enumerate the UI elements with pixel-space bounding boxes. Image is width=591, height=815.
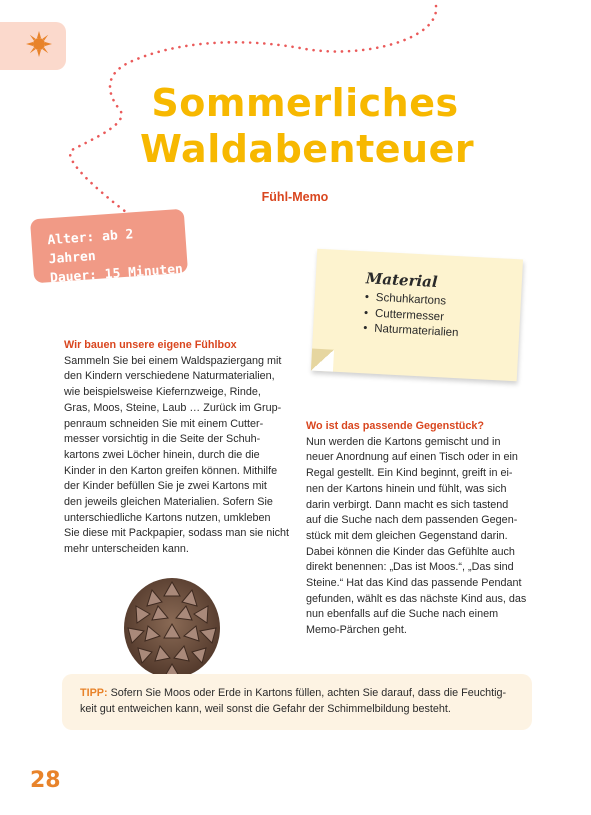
paragraph-line: unterschiedliche Kartons nutzen, umkleben [64, 511, 271, 524]
note-fold [311, 349, 334, 372]
paragraph-line: mehr unterscheiden kann. [64, 543, 189, 556]
paragraph-line: stück mit dem gleichen Gegenstand darin. [306, 529, 508, 542]
title-line-2: Waldabenteuer [140, 127, 475, 171]
section-gegenstueck [306, 419, 536, 639]
page-number: 28 [30, 768, 61, 793]
paragraph-line: Memo-Pärchen geht. [306, 624, 407, 637]
paragraph-line: nen der Kartons hinein und fühlt, was sich [306, 482, 507, 495]
paragraph-line: nun ebenfalls auf die Suche nach einem [306, 608, 499, 621]
age-text: Alter: ab 2 Jahren [46, 227, 134, 268]
paragraph-line: Steine.“ Hat das Kind das passende Pendant [306, 577, 522, 590]
paragraph-line: Dabei können die Kinder das Gefühlte auch [306, 545, 515, 558]
title-line-1: Sommerliches [151, 81, 459, 125]
paragraph-line: neuer Anordnung auf einen Tisch oder in ein [306, 451, 518, 464]
duration-text: Dauer: 15 Minuten [49, 261, 184, 287]
paragraph-line: direkt benennen: „Das ist Moos.“, „Das sind [306, 561, 514, 574]
paragraph-line: den jeweils gleichen Materialien. Sofern Sie [64, 496, 273, 509]
pinecone-illustration [118, 570, 226, 682]
tip-text: Sofern Sie Moos oder Erde in Kartons füllen, achten Sie darauf, dass die Feuchtig- [110, 687, 507, 699]
page-subtitle: Fühl-Memo [261, 190, 329, 204]
paragraph-line: den Kindern verschiedene Naturmaterialien, [64, 370, 275, 383]
tip-box [62, 674, 532, 730]
age-duration-badge [30, 209, 188, 287]
material-note [311, 249, 523, 382]
paragraph-line: auf die Suche nach dem passenden Gegen- [306, 514, 518, 527]
paragraph-line: Gras, Moos, Steine, Laub … Zurück im Grup- [64, 401, 282, 414]
paragraph-line: Sammeln Sie bei einem Waldspaziergang mit [64, 354, 282, 367]
material-item: • Naturmaterialien [363, 321, 520, 345]
paragraph-line: Kinder in den Karton greifen können. Mithilfe [64, 464, 278, 477]
tip-label: TIPP: [80, 687, 108, 699]
paragraph-line: Sie diese mit Packpapier, sodass man sie nicht [64, 527, 290, 540]
material-list [363, 290, 521, 345]
material-item: • Schuhkartons [364, 290, 521, 314]
paragraph-line: kartons zwei Löcher hinein, durch die die [64, 448, 260, 461]
section-heading: Wir bauen unsere eigene Fühlbox [64, 339, 237, 351]
paragraph-line: der Kinder befüllen Sie je zwei Kartons mit [64, 480, 267, 493]
paragraph-line: gefunden, wählt es das nächste Kind aus, das [306, 592, 527, 605]
paragraph-line: Nun werden die Kartons gemischt und in [306, 435, 501, 448]
paragraph-line: Regal gestellt. Ein Kind beginnt, greift in ei- [306, 467, 513, 480]
section-fuehlbox [64, 338, 292, 558]
tip-text: keit gut entweichen kann, weil sonst die Gefahr der Schimmelbildung besteht. [80, 702, 451, 715]
paragraph-line: darin verbirgt. Dann macht es sich tastend [306, 498, 509, 511]
sun-icon [26, 31, 52, 57]
paragraph-line: penraum schneiden Sie mit einem Cutter- [64, 417, 264, 430]
paragraph-line: wie beispielsweise Kiefernzweige, Rinde, [64, 386, 261, 399]
material-title: Material [365, 269, 439, 292]
section-heading: Wo ist das passende Gegenstück? [306, 420, 485, 432]
material-item: • Cuttermesser [364, 306, 521, 330]
paragraph-line: messer vorsichtig in die Seite der Schuh- [64, 433, 261, 446]
page-title [140, 80, 475, 172]
